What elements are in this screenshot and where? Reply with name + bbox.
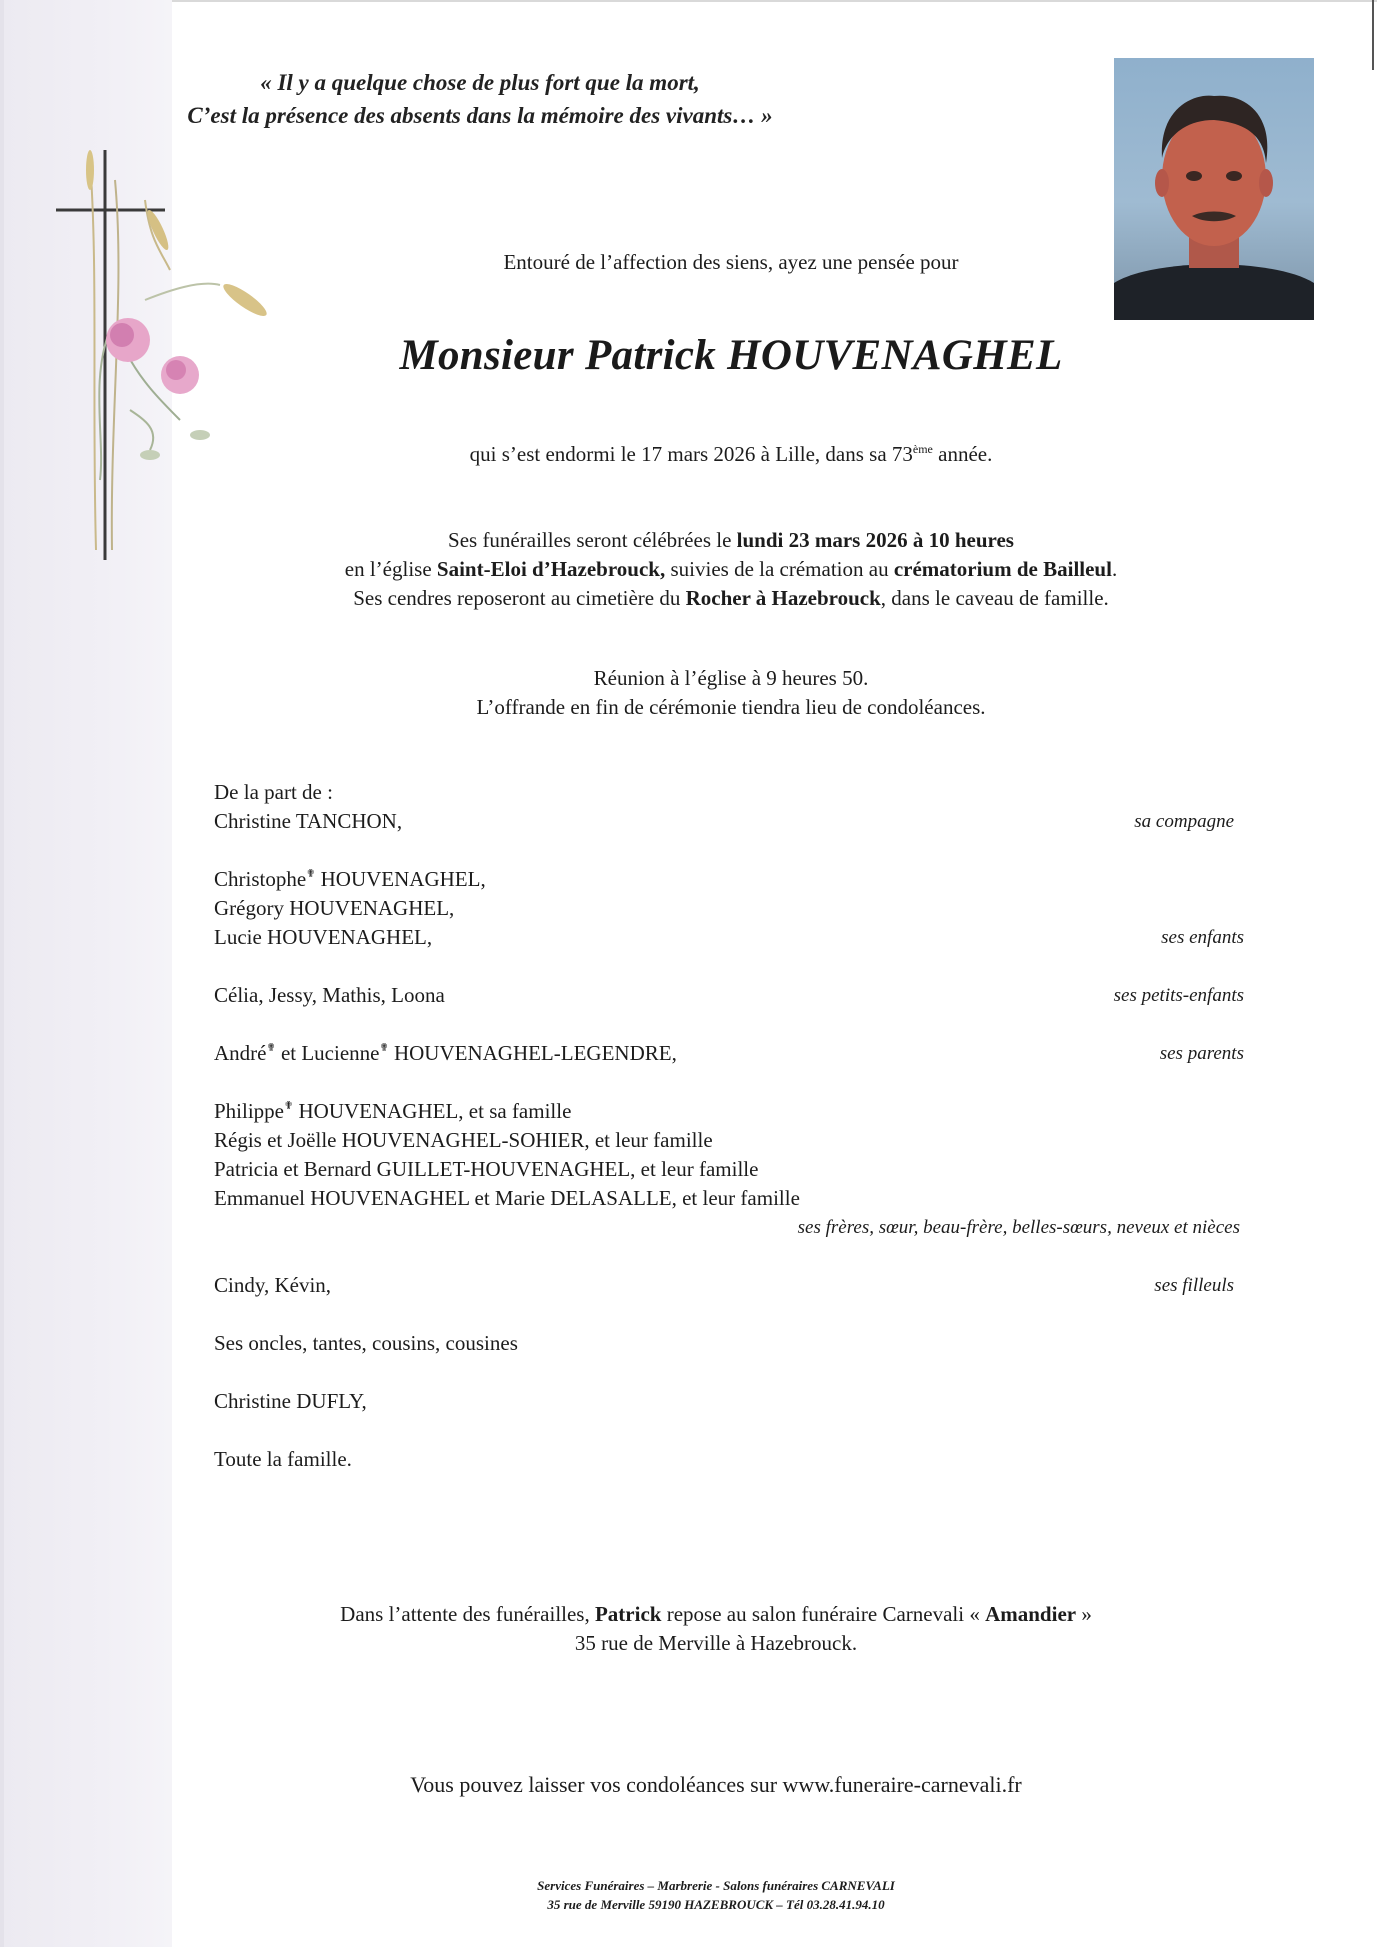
deceased-mark-icon: ✟ <box>306 868 316 880</box>
meeting-line-2: L’offrande en fin de cérémonie tiendra lieu de condoléances. <box>476 695 986 719</box>
repose-first-name: Patrick <box>594 1602 662 1626</box>
repose-text: repose au salon funéraire Carnevali « <box>661 1602 986 1626</box>
crematorium-name: crématorium de Bailleul <box>893 557 1112 581</box>
funeral-text: suivies de la crémation au <box>665 557 894 581</box>
relation-label: sa compagne <box>1134 811 1234 832</box>
condolences-website: Vous pouvez laisser vos condoléances sur www.funeraire-carnevali.fr <box>410 1772 1022 1797</box>
deceased-name: Monsieur Patrick HOUVENAGHEL <box>399 332 1063 379</box>
church-name: Saint-Eloi d’Hazebrouck, <box>436 557 666 581</box>
from-label: De la part de : <box>214 780 333 804</box>
deceased-mark-icon: ✟ <box>266 1042 276 1054</box>
child-first-name: Christophe <box>214 867 307 891</box>
relation-label: ses petits-enfants <box>1113 985 1244 1006</box>
family-group-children <box>214 923 1244 952</box>
footer-company: Services Funéraires – Marbrerie - Salons funéraires CARNEVALI <box>537 1878 895 1893</box>
memorial-quote <box>150 66 810 132</box>
top-border <box>172 0 1377 2</box>
relation-label: ses frères, sœur, beau-frère, belles-sœurs, neveux et nièces <box>797 1217 1240 1238</box>
extended-family: Ses oncles, tantes, cousins, cousines <box>214 1331 518 1355</box>
child-1 <box>214 865 1244 894</box>
quote-line-2: C’est la présence des absents dans la mémoire des vivants… » <box>187 103 773 128</box>
funeral-line-2 <box>172 555 1290 584</box>
relation-label: ses filleuls <box>1154 1275 1234 1296</box>
friend-name: Christine DUFLY, <box>214 1389 367 1413</box>
death-text-end: année. <box>932 442 993 466</box>
repose-line-1 <box>172 1600 1260 1629</box>
grandchildren-names: Célia, Jessy, Mathis, Loona <box>214 983 445 1007</box>
intro-text: Entouré de l’affection des siens, ayez une pensée pour <box>503 250 959 274</box>
portrait-photo <box>1114 58 1314 320</box>
child-2: Grégory HOUVENAGHEL, <box>214 896 455 920</box>
left-edge <box>0 0 4 1947</box>
sibling-name: Philippe <box>214 1099 285 1123</box>
godchildren-names: Cindy, Kévin, <box>214 1273 332 1297</box>
child-surname: HOUVENAGHEL, <box>315 867 486 891</box>
meeting-info <box>172 664 1290 722</box>
meeting-line-1: Réunion à l’église à 9 heures 50. <box>593 666 869 690</box>
deceased-mark-icon: ✟ <box>284 1100 294 1112</box>
relation-label: ses parents <box>1159 1043 1244 1064</box>
funeral-text: , dans le caveau de famille. <box>880 586 1109 610</box>
funeral-text: . <box>1111 557 1118 581</box>
funeral-date: lundi 23 mars 2026 à 10 heures <box>736 528 1014 552</box>
repose-text: » <box>1076 1602 1092 1626</box>
funeral-line-3 <box>172 584 1290 613</box>
sibling-1 <box>214 1097 1244 1126</box>
funeral-text: Ses cendres reposeront au cimetière du <box>353 586 686 610</box>
funeral-line-1 <box>172 526 1290 555</box>
companion-name: Christine TANCHON, <box>214 809 403 833</box>
footer-address: 35 rue de Merville 59190 HAZEBROUCK – Tél 03.28.41.94.10 <box>547 1897 885 1912</box>
parent-name: André <box>214 1041 267 1065</box>
repose-text: Dans l’attente des funérailles, <box>340 1602 595 1626</box>
family-group-parents <box>214 1039 1244 1068</box>
repose-info <box>172 1600 1260 1658</box>
funeral-details <box>172 526 1290 613</box>
quote-line-1: « Il y a quelque chose de plus fort que la mort, <box>260 70 700 95</box>
portrait-image <box>1114 58 1314 320</box>
sibling-4: Emmanuel HOUVENAGHEL et Marie DELASALLE, et leur famille <box>214 1186 800 1210</box>
family-list <box>214 778 1244 1474</box>
deceased-mark-icon: ✟ <box>379 1042 389 1054</box>
right-border <box>1372 0 1374 70</box>
sibling-3: Patricia et Bernard GUILLET-HOUVENAGHEL, et leur famille <box>214 1157 759 1181</box>
cemetery-name: Rocher à Hazebrouck <box>685 586 881 610</box>
relation-label: ses enfants <box>1161 927 1244 948</box>
footer <box>172 1876 1260 1914</box>
sibling-2: Régis et Joëlle HOUVENAGHEL-SOHIER, et leur famille <box>214 1128 713 1152</box>
whole-family: Toute la famille. <box>214 1447 352 1471</box>
ordinal-suffix: ème <box>912 442 933 456</box>
death-text: qui s’est endormi le 17 mars 2026 à Lille, dans sa 73 <box>469 442 913 466</box>
salon-name: Amandier <box>985 1602 1077 1626</box>
family-group-companion <box>214 807 1244 836</box>
parents-names <box>214 1041 677 1065</box>
funeral-text: Ses funérailles seront célébrées le <box>448 528 737 552</box>
family-group-grandchildren <box>214 981 1244 1010</box>
funeral-text: en l’église <box>344 557 437 581</box>
parent-name: et Lucienne <box>275 1041 380 1065</box>
sibling-name: HOUVENAGHEL, et sa famille <box>293 1099 572 1123</box>
death-notice <box>172 440 1290 469</box>
repose-address: 35 rue de Merville à Hazebrouck. <box>574 1631 858 1655</box>
parents-surname: HOUVENAGHEL-LEGENDRE, <box>388 1041 677 1065</box>
child-3: Lucie HOUVENAGHEL, <box>214 925 433 949</box>
family-group-godchildren <box>214 1271 1244 1300</box>
